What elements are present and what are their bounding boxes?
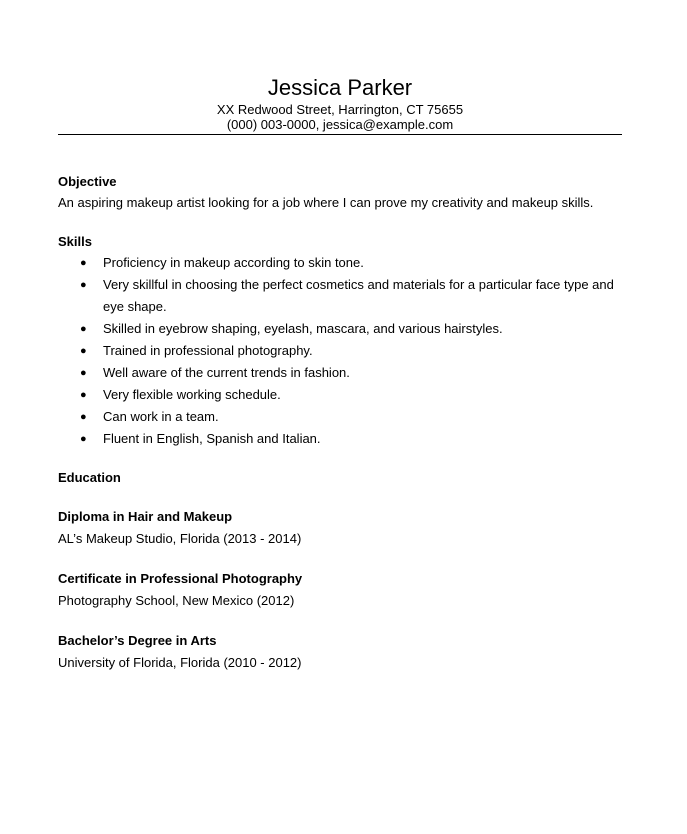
institution-detail: University of Florida, Florida (2010 - 2012)	[58, 655, 302, 670]
skill-text: Proficiency in makeup according to skin tone.	[103, 255, 364, 270]
skill-text: Fluent in English, Spanish and Italian.	[103, 431, 321, 446]
resume-header	[58, 74, 622, 132]
education-entry	[58, 630, 624, 674]
education-entry	[58, 568, 624, 612]
objective-heading: Objective	[58, 174, 117, 189]
address-line: XX Redwood Street, Harrington, CT 75655	[216, 102, 464, 117]
skills-section	[58, 232, 624, 450]
list-item	[58, 318, 624, 340]
bullet-icon: ●	[80, 411, 87, 423]
skill-text: Can work in a team.	[103, 409, 219, 424]
skill-text: Trained in professional photography.	[103, 343, 313, 358]
education-heading: Education	[58, 470, 121, 485]
resume-body	[58, 172, 624, 674]
skills-list	[58, 252, 624, 450]
list-item	[58, 252, 624, 274]
bullet-icon: ●	[80, 389, 87, 401]
list-item	[58, 384, 624, 406]
bullet-icon: ●	[80, 279, 87, 291]
education-entry	[58, 506, 624, 550]
contact-line: (000) 003-0000, jessica@example.com	[226, 117, 454, 132]
bullet-icon: ●	[80, 345, 87, 357]
skill-text: Very flexible working schedule.	[103, 387, 281, 402]
candidate-name: Jessica Parker	[267, 75, 413, 100]
skill-text: Very skillful in choosing the perfect cosmetics and materials for a particular face type and eye shape.	[103, 277, 614, 314]
list-item	[58, 340, 624, 362]
list-item	[58, 362, 624, 384]
objective-section	[58, 172, 624, 214]
list-item	[58, 274, 624, 318]
skill-text: Well aware of the current trends in fashion.	[103, 365, 350, 380]
objective-text: An aspiring makeup artist looking for a job where I can prove my creativity and makeup skills.	[58, 195, 594, 210]
list-item	[58, 406, 624, 428]
degree-title: Bachelor’s Degree in Arts	[58, 633, 217, 648]
bullet-icon: ●	[80, 433, 87, 445]
degree-title: Diploma in Hair and Makeup	[58, 509, 233, 524]
bullet-icon: ●	[80, 257, 87, 269]
institution-detail: AL’s Makeup Studio, Florida (2013 - 2014)	[58, 531, 302, 546]
institution-detail: Photography School, New Mexico (2012)	[58, 593, 295, 608]
header-divider	[58, 134, 622, 135]
skill-text: Skilled in eyebrow shaping, eyelash, mascara, and various hairstyles.	[103, 321, 503, 336]
degree-title: Certificate in Professional Photography	[58, 571, 303, 586]
bullet-icon: ●	[80, 323, 87, 335]
education-section	[58, 468, 624, 674]
list-item	[58, 428, 624, 450]
bullet-icon: ●	[80, 367, 87, 379]
skills-heading: Skills	[58, 234, 92, 249]
